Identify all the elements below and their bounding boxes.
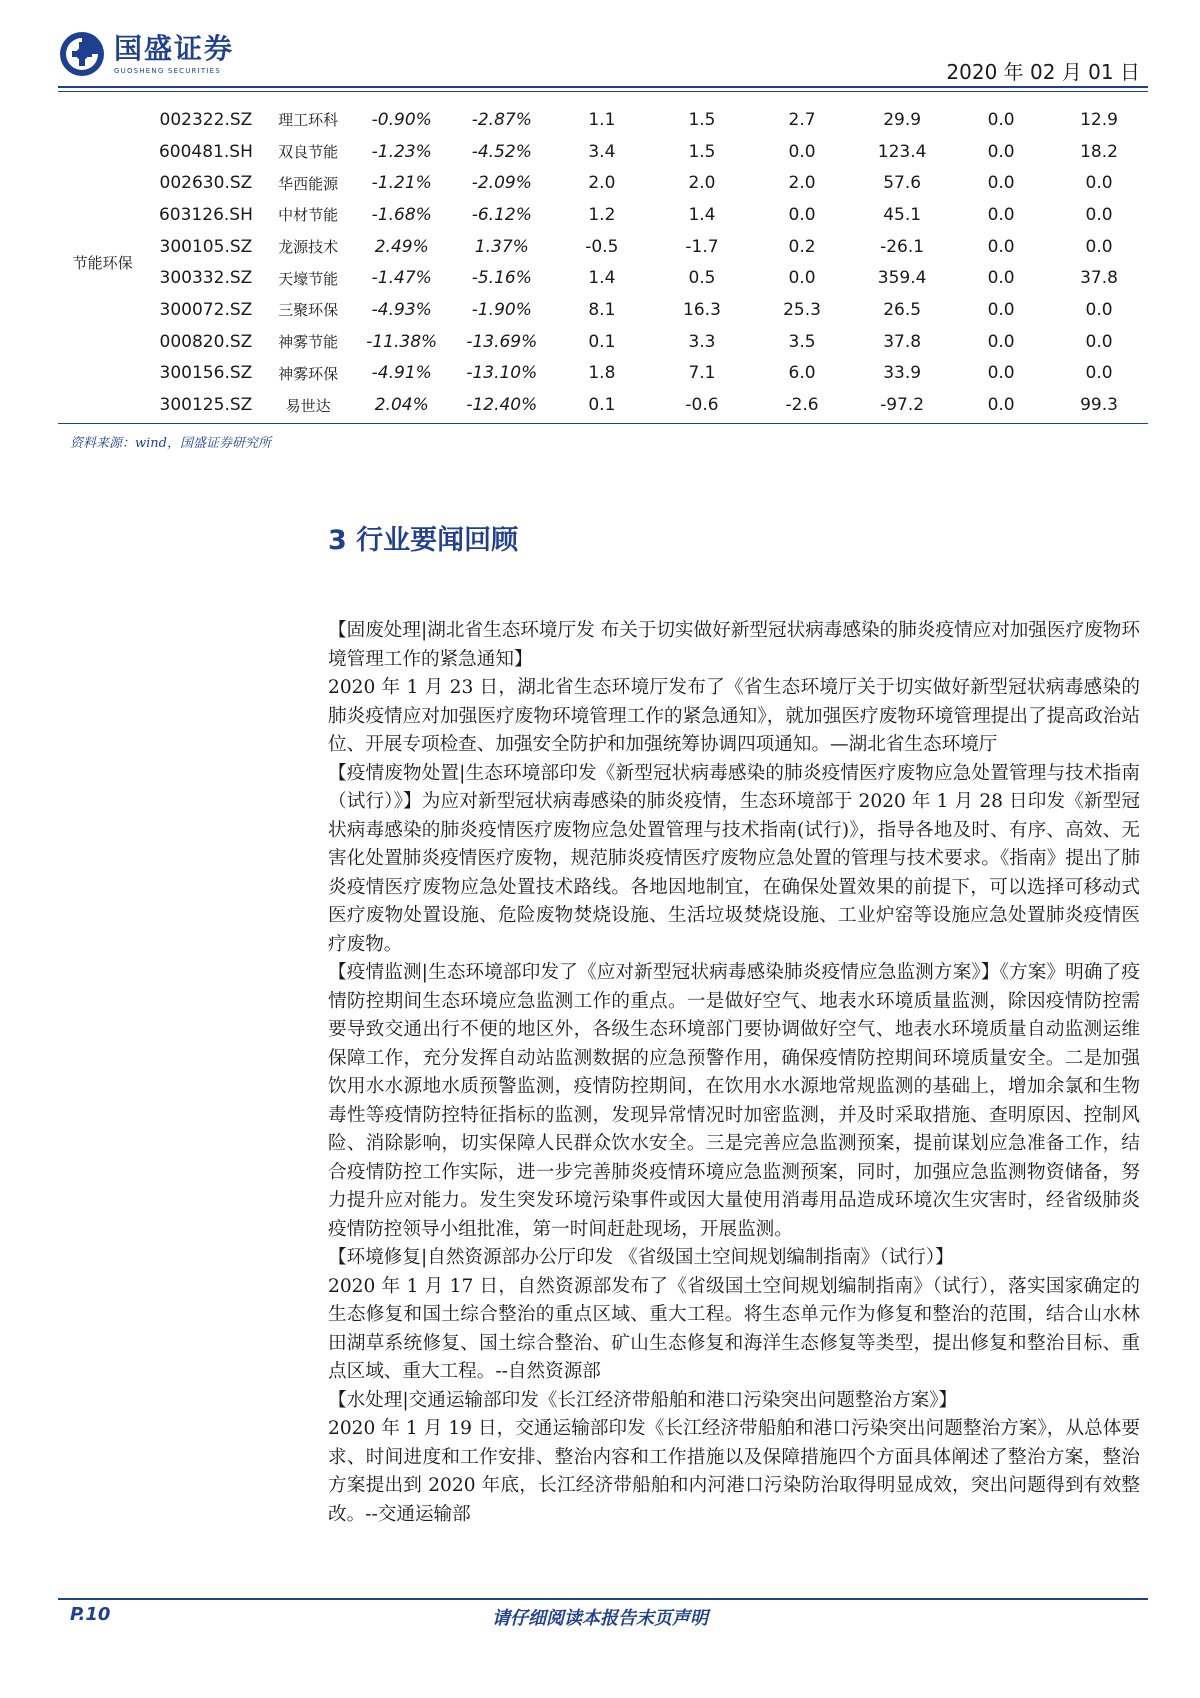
table-cell: 0.1: [588, 331, 616, 352]
page-header: [58, 30, 1148, 86]
stock-code: 002630.SZ: [159, 173, 253, 194]
stock-code: 300156.SZ: [159, 363, 253, 384]
table-cell: -1.23%: [371, 141, 432, 162]
table-row: [58, 389, 1148, 421]
table-cell: -4.93%: [371, 299, 432, 320]
table-cell: -5.16%: [471, 268, 532, 289]
table-cell: 8.1: [588, 299, 616, 320]
table-cell: 1.5: [688, 109, 716, 130]
table-cell: 1.1: [588, 109, 616, 130]
table-cell: -26.1: [880, 236, 925, 257]
table-cell: 0.0: [987, 236, 1015, 257]
table-cell: -1.68%: [371, 204, 432, 225]
stock-code: 002322.SZ: [159, 109, 253, 130]
table-cell: -11.38%: [366, 331, 438, 352]
table-cell: 2.0: [588, 173, 616, 194]
table-cell: 0.2: [788, 236, 816, 257]
table-cell: 0.0: [987, 363, 1015, 384]
news-paragraph: 2020 年 1 月 19 日，交通运输部印发《长江经济带船舶和港口污染突出问题整治方案》，从总体要求、时间进度和工作安排、整治内容和工作措施以及保障措施四个方面具体阐述了整治方案，整治方案提出到 2020 年底，长江经济带船舶和内河港口污染防治取得明显成效，突出问题得到有效整改。--交通运输部: [328, 1418, 1140, 1525]
table-row: [58, 294, 1148, 326]
table-cell: 26.5: [883, 299, 922, 320]
table-cell: 7.1: [688, 363, 716, 384]
table-cell: -4.91%: [371, 363, 432, 384]
table-cell: 123.4: [877, 141, 927, 162]
stock-name: 理工环科: [278, 111, 339, 130]
table-cell: 0.0: [987, 299, 1015, 320]
news-paragraph: 2020 年 1 月 17 日，自然资源部发布了《省级国土空间规划编制指南》（试行），落实国家确定的生态修复和国土综合整治的重点区域、重大工程。将生态单元作为修复和整治的范围，结合山水林田湖草系统修复、国土综合整治、矿山生态修复和海洋生态修复等类型，提出修复和整治目标、重点区域、重大工程。--自然资源部: [328, 1275, 1140, 1382]
table-cell: -13.69%: [466, 331, 538, 352]
stock-name: 华西能源: [278, 174, 339, 193]
page-number: P.10: [70, 1604, 111, 1625]
table-cell: 0.0: [1085, 331, 1113, 352]
table-cell: -0.6: [685, 395, 719, 416]
table-cell: 359.4: [877, 268, 927, 289]
table-cell: 37.8: [883, 331, 922, 352]
table-cell: 3.4: [588, 141, 616, 162]
stock-code: 000820.SZ: [159, 331, 253, 352]
stock-code: 603126.SH: [158, 204, 253, 225]
table-cell: 57.6: [883, 173, 922, 194]
table-cell: 1.5: [688, 141, 716, 162]
section-title: 3 行业要闻回顾: [328, 525, 519, 556]
stock-table: [58, 104, 1148, 421]
table-cell: 0.0: [1085, 173, 1113, 194]
stock-name: 三聚环保: [278, 301, 339, 320]
table-cell: 37.8: [1080, 268, 1118, 289]
stock-name: 龙源技术: [278, 238, 339, 257]
table-cell: 0.1: [588, 395, 616, 416]
table-row: [58, 326, 1148, 358]
table-cell: 0.0: [788, 268, 816, 289]
stock-name: 神雾环保: [278, 364, 339, 383]
table-cell: 2.0: [788, 173, 816, 194]
brand-name-en: GUOSHENG SECURITIES: [114, 67, 221, 75]
table-cell: 29.9: [883, 109, 922, 130]
stock-code: 300125.SZ: [159, 395, 253, 416]
brand-logo: [58, 30, 234, 78]
stock-code: 300072.SZ: [159, 299, 253, 320]
table-cell: -4.52%: [471, 141, 532, 162]
table-cell: 0.0: [987, 331, 1015, 352]
table-cell: -1.7: [685, 236, 719, 257]
news-paragraph: 【水处理|交通运输部印发《长江经济带船舶和港口污染突出问题整治方案》】: [328, 1389, 958, 1411]
stock-name: 双良节能: [278, 143, 339, 162]
table-cell: 0.0: [987, 268, 1015, 289]
table-cell: 3.5: [788, 331, 816, 352]
table-row: [58, 136, 1148, 168]
data-source: 资料来源：wind，国盛证券研究所: [70, 436, 271, 451]
table-cell: -13.10%: [466, 363, 538, 384]
table-cell: -1.90%: [471, 299, 532, 320]
table-cell: 25.3: [783, 299, 821, 320]
stock-name: 神雾节能: [278, 333, 339, 352]
stock-code: 600481.SH: [158, 141, 253, 162]
news-paragraph: 【环境修复|自然资源部办公厅印发 《省级国土空间规划编制指南》（试行）】: [328, 1247, 954, 1268]
news-paragraph: 【疫情废物处置|生态环境部印发《新型冠状病毒感染的肺炎疫情医疗废物应急处置管理与技术指南（试行）》】为应对新型冠状病毒感染的肺炎疫情，生态环境部于 2020 年 1 月 28 日印发《新型冠状病毒感染的肺炎疫情医疗废物应急处置管理与技术指南(试行)》，指导各地及时、有序、高效、无害化处置肺炎疫情医疗废物，规范肺炎疫情医疗废物应急处置的管理与技术要求。《指南》提出了肺炎疫情医疗废物应急处置技术路线。各地因地制宜，在确保处置效果的前提下，可以选择可移动式医疗废物处置设施、危险废物焚烧设施、生活垃圾焚烧设施、工业炉窑等设施应急处置肺炎疫情医疗废物。: [328, 762, 1140, 955]
table-row: [58, 167, 1148, 199]
table-cell: 12.9: [1080, 109, 1118, 130]
footer-divider: [58, 1598, 1148, 1600]
guosheng-logo-icon: [58, 30, 106, 78]
table-cell: -0.90%: [371, 109, 432, 130]
table-cell: 2.0: [688, 173, 716, 194]
table-cell: 0.0: [788, 204, 816, 225]
table-cell: 45.1: [883, 204, 922, 225]
table-cell: 2.49%: [374, 236, 429, 257]
table-cell: 0.0: [987, 173, 1015, 194]
disclaimer-note: 请仔细阅读本报告末页声明: [492, 1608, 708, 1629]
table-cell: 0.0: [987, 109, 1015, 130]
news-paragraph: 【固废处理|湖北省生态环境厅发 布关于切实做好新型冠状病毒感染的肺炎疫情应对加强医疗废物环境管理工作的紧急通知】: [328, 620, 1140, 670]
news-article: [328, 617, 1140, 1529]
table-cell: -1.47%: [371, 268, 432, 289]
table-cell: 0.0: [1085, 299, 1113, 320]
stock-name: 易世达: [285, 396, 331, 415]
table-cell: 18.2: [1080, 141, 1118, 162]
table-cell: 99.3: [1080, 395, 1118, 416]
news-paragraph: 【疫情监测|生态环境部印发了《应对新型冠状病毒感染肺炎疫情应急监测方案》】《方案》明确了疫情防控期间生态环境应急监测工作的重点。一是做好空气、地表水环境质量监测，除因疫情防控需要导致交通出行不便的地区外，各级生态环境部门要协调做好空气、地表水环境质量自动监测运维保障工作，充分发挥自动站监测数据的应急预警作用，确保疫情防控期间环境质量安全。二是加强饮用水水源地水质预警监测，疫情防控期间，在饮用水水源地常规监测的基础上，增加余氯和生物毒性等疫情防控特征指标的监测，发现异常情况时加密监测，并及时采取措施、查明原因、控制风险、消除影响，切实保障人民群众饮水安全。三是完善应急监测预案，提前谋划应急准备工作，结合疫情防控工作实际，进一步完善肺炎疫情环境应急监测预案，同时，加强应急监测物资储备，努力提升应对能力。发生突发环境污染事件或因大量使用消毒用品造成环境次生灾害时，经省级肺炎疫情防控领导小组批准，第一时间赶赴现场，开展监测。: [328, 962, 1140, 1240]
stock-name: 中材节能: [278, 206, 339, 225]
stock-code: 300332.SZ: [159, 268, 253, 289]
table-cell: 1.4: [588, 268, 616, 289]
stock-code: 300105.SZ: [159, 236, 253, 257]
header-divider: [58, 86, 1148, 88]
table-cell: -2.09%: [471, 173, 532, 194]
table-cell: 0.0: [1085, 363, 1113, 384]
table-cell: 0.0: [1085, 204, 1113, 225]
table-row: [58, 104, 1148, 136]
table-row: [58, 358, 1148, 390]
table-row: [58, 199, 1148, 231]
header-divider-thin: [58, 91, 1148, 92]
table-cell: 1.4: [688, 204, 716, 225]
stock-table-body: [58, 104, 1148, 421]
table-cell: -2.6: [785, 395, 819, 416]
table-cell: 0.0: [1085, 236, 1113, 257]
table-cell: 33.9: [883, 363, 922, 384]
report-date: 2020 年 02 月 01 日: [946, 60, 1140, 84]
table-cell: 0.0: [987, 395, 1015, 416]
sector-cell: 节能环保: [72, 253, 133, 272]
table-cell: 1.37%: [474, 236, 529, 257]
table-cell: -97.2: [880, 395, 925, 416]
table-cell: 0.0: [987, 204, 1015, 225]
table-cell: 2.7: [788, 109, 816, 130]
news-paragraph: 2020 年 1 月 23 日，湖北省生态环境厅发布了《省生态环境厅关于切实做好新型冠状病毒感染的肺炎疫情应对加强医疗废物环境管理工作的紧急通知》，就加强医疗废物环境管理提出了提高政治站位、开展专项检查、加强安全防护和加强统筹协调四项通知。—湖北省生态环境厅: [328, 677, 1140, 755]
table-cell: 3.3: [688, 331, 716, 352]
table-cell: 0.5: [688, 268, 716, 289]
table-cell: -2.87%: [471, 109, 532, 130]
table-cell: 2.04%: [374, 395, 429, 416]
table-cell: 0.0: [788, 141, 816, 162]
stock-name: 天壕节能: [278, 269, 339, 288]
table-cell: 16.3: [683, 299, 721, 320]
table-bottom-rule: [58, 423, 1148, 424]
table-cell: 0.0: [987, 141, 1015, 162]
table-cell: -0.5: [585, 236, 619, 257]
table-row: [58, 262, 1148, 294]
table-row: [58, 231, 1148, 263]
table-cell: 6.0: [788, 363, 816, 384]
table-cell: -1.21%: [371, 173, 432, 194]
table-cell: 1.8: [588, 363, 616, 384]
table-cell: 1.2: [588, 204, 616, 225]
table-cell: -6.12%: [471, 204, 532, 225]
brand-name-cn: 国盛证券: [114, 32, 235, 65]
table-cell: -12.40%: [466, 395, 538, 416]
